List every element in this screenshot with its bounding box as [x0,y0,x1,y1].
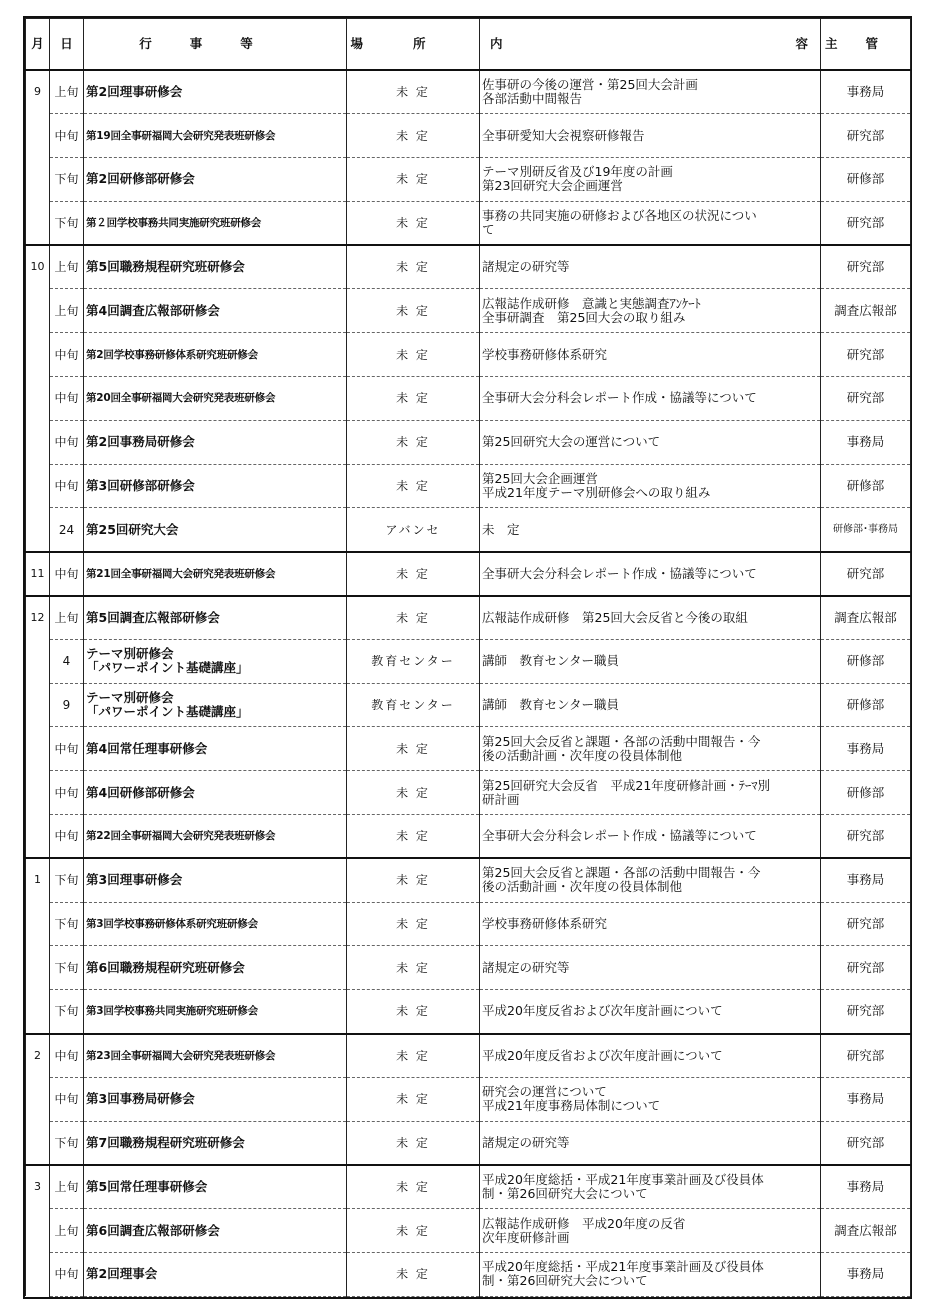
day-cell: 中旬 [50,1034,84,1078]
content-cell [480,508,821,552]
event-cell [84,639,347,683]
cell-line: 次年度研修計画 [482,1229,570,1245]
event-cell: 第19回全事研福岡大会研究発表班研修会 [84,114,347,158]
month-cell: 10 [26,245,50,552]
event-cell: 第4回研修部研修会 [84,771,347,815]
place-cell: 教育センター [347,639,480,683]
table-row [26,727,911,771]
event-cell: 第22回全事研福岡大会研究発表班研修会 [84,815,347,859]
table-row [26,158,911,202]
header-day: 日 [50,19,84,71]
content-cell [480,596,821,640]
content-cell [480,158,821,202]
place-cell: 未 定 [347,771,480,815]
cell-line: 事務の共同実施の研修および各地区の状況につい [482,208,757,224]
day-cell: 中旬 [50,1077,84,1121]
cell-line: 広報誌作成研修 平成20年度の反省 [482,1215,686,1231]
place-cell: 未 定 [347,1121,480,1165]
table-row [26,1209,911,1253]
event-cell: 第20回全事研福岡大会研究発表班研修会 [84,377,347,421]
month-cell: 11 [26,552,50,596]
cell-line: 広報誌作成研修 第25回大会反省と今後の取組 [482,609,748,625]
table-row [26,683,911,727]
event-cell: 第4回常任理事研修会 [84,727,347,771]
cell-line: 学校事務研修体系研究 [482,346,608,362]
table-row [26,858,911,902]
cell-line: て [482,222,495,238]
organizer-cell: 事務局 [821,1165,911,1209]
cell-line: 学校事務研修体系研究 [482,916,608,932]
cell-line: テーマ別研反省及び19年度の計画 [482,164,673,180]
month-cell: 9 [26,70,50,245]
place-cell: 未 定 [347,990,480,1034]
event-cell: 第3回学校事務研修体系研究班研修会 [84,902,347,946]
table-row [26,815,911,859]
organizer-cell: 事務局 [821,420,911,464]
event-cell: 第7回職務規程研究班研修会 [84,1121,347,1165]
content-cell [480,815,821,859]
cell-line: 講師 教育センター職員 [482,697,620,713]
schedule-table [25,18,911,1297]
day-cell: 上旬 [50,289,84,333]
day-cell: 上旬 [50,596,84,640]
organizer-cell: 研究部 [821,552,911,596]
table-row [26,1165,911,1209]
table-row [26,464,911,508]
cell-line: 「パワーポイント基礎講座」 [86,704,249,720]
header-organizer: 主管 [821,19,911,71]
table-row [26,420,911,464]
cell-line: 制・第26回研究大会について [482,1186,648,1202]
day-cell: 中旬 [50,464,84,508]
header-event: 行事等 [84,19,347,71]
place-cell: 未 定 [347,902,480,946]
content-cell [480,420,821,464]
event-cell: 第3回研修部研修会 [84,464,347,508]
event-cell: 第2回理事会 [84,1253,347,1297]
cell-line: 全事研大会分科会レポート作成・協議等について [482,390,757,406]
table-row [26,990,911,1034]
event-cell: 第21回全事研福岡大会研究発表班研修会 [84,552,347,596]
month-cell: 1 [26,858,50,1033]
header-month: 月 [26,19,50,71]
organizer-cell: 研修部･事務局 [821,508,911,552]
organizer-cell: 研修部 [821,771,911,815]
organizer-cell: 研究部 [821,902,911,946]
place-cell: 未 定 [347,289,480,333]
header-content: 内容 [480,19,821,71]
content-cell [480,114,821,158]
month-cell: 2 [26,1034,50,1165]
content-cell [480,1077,821,1121]
day-cell: 下旬 [50,158,84,202]
day-cell: 24 [50,508,84,552]
event-cell: 第2回事務局研修会 [84,420,347,464]
header-row [26,19,911,71]
organizer-cell: 研修部 [821,158,911,202]
content-cell [480,1121,821,1165]
content-cell [480,333,821,377]
table-row [26,245,911,289]
event-cell: 第3回事務局研修会 [84,1077,347,1121]
cell-line: 平成20年度総括・平成21年度事業計画及び役員体 [482,1172,764,1188]
content-cell [480,1034,821,1078]
place-cell: 未 定 [347,420,480,464]
content-cell [480,683,821,727]
cell-line: 第25回研究大会反省 平成21年度研修計画・ﾃｰﾏ別 [482,777,771,793]
organizer-cell: 研修部 [821,464,911,508]
cell-line: 平成20年度反省および次年度計画について [482,1003,723,1019]
place-cell: 未 定 [347,70,480,114]
content-cell [480,245,821,289]
content-cell [480,201,821,245]
day-cell: 下旬 [50,201,84,245]
event-cell: 第5回調査広報部研修会 [84,596,347,640]
place-cell: アバンセ [347,508,480,552]
content-cell [480,858,821,902]
content-cell [480,552,821,596]
cell-line: 第25回大会企画運営 [482,471,598,487]
place-cell: 教育センター [347,683,480,727]
organizer-cell: 事務局 [821,1253,911,1297]
cell-line: 全事研大会分科会レポート作成・協議等について [482,565,757,581]
day-cell: 下旬 [50,990,84,1034]
place-cell: 未 定 [347,464,480,508]
event-cell: 第25回研究大会 [84,508,347,552]
organizer-cell: 研究部 [821,946,911,990]
content-cell [480,639,821,683]
cell-line: 諸規定の研究等 [482,259,570,275]
cell-line: 全事研大会分科会レポート作成・協議等について [482,828,757,844]
cell-line: 制・第26回研究大会について [482,1273,648,1289]
content-cell [480,1253,821,1297]
table-row [26,508,911,552]
content-cell [480,377,821,421]
event-cell: 第2回研修部研修会 [84,158,347,202]
month-cell: 3 [26,1165,50,1296]
cell-line: 広報誌作成研修 意識と実態調査ｱﾝｹｰﾄ [482,295,701,311]
organizer-cell: 調査広報部 [821,1209,911,1253]
organizer-cell: 研究部 [821,245,911,289]
event-cell: 第23回全事研福岡大会研究発表班研修会 [84,1034,347,1078]
place-cell: 未 定 [347,1034,480,1078]
content-cell [480,727,821,771]
day-cell: 中旬 [50,333,84,377]
table-row [26,201,911,245]
schedule-body [26,70,911,1296]
organizer-cell: 研究部 [821,114,911,158]
organizer-cell: 事務局 [821,70,911,114]
day-cell: 中旬 [50,114,84,158]
cell-line: 諸規定の研究等 [482,959,570,975]
content-cell [480,289,821,333]
event-cell: 第3回理事研修会 [84,858,347,902]
place-cell: 未 定 [347,1077,480,1121]
organizer-cell: 研究部 [821,201,911,245]
organizer-cell: 研究部 [821,990,911,1034]
cell-line: 全事研愛知大会視察研修報告 [482,127,645,143]
place-cell: 未 定 [347,158,480,202]
cell-line: 全事研調査 第25回大会の取り組み [482,309,686,325]
content-cell [480,902,821,946]
event-cell: 第2回学校事務研修体系研究班研修会 [84,333,347,377]
content-cell [480,1165,821,1209]
table-row [26,639,911,683]
place-cell: 未 定 [347,946,480,990]
day-cell: 中旬 [50,815,84,859]
table-row [26,377,911,421]
cell-line: 各部活動中間報告 [482,91,583,107]
cell-line: 後の活動計画・次年度の役員体制他 [482,747,683,763]
day-cell: 下旬 [50,1121,84,1165]
event-cell: 第4回調査広報部研修会 [84,289,347,333]
place-cell: 未 定 [347,377,480,421]
cell-line: 佐事研の今後の運営・第25回大会計画 [482,77,698,93]
place-cell: 未 定 [347,1253,480,1297]
event-cell: 第2回理事研修会 [84,70,347,114]
organizer-cell: 事務局 [821,1077,911,1121]
organizer-cell: 調査広報部 [821,289,911,333]
organizer-cell: 研究部 [821,1121,911,1165]
cell-line: テーマ別研修会 [86,690,174,706]
place-cell: 未 定 [347,114,480,158]
content-cell [480,464,821,508]
cell-line: 諸規定の研究等 [482,1134,570,1150]
event-cell: 第5回常任理事研修会 [84,1165,347,1209]
place-cell: 未 定 [347,596,480,640]
cell-line: 「パワーポイント基礎講座」 [86,660,249,676]
header-place: 場所 [347,19,480,71]
cell-line: 平成20年度反省および次年度計画について [482,1047,723,1063]
place-cell: 未 定 [347,815,480,859]
event-cell: 第6回職務規程研究班研修会 [84,946,347,990]
cell-line: 平成21年度テーマ別研修会への取り組み [482,485,711,501]
table-row [26,1253,911,1297]
table-row [26,114,911,158]
day-cell: 中旬 [50,552,84,596]
day-cell: 上旬 [50,70,84,114]
place-cell: 未 定 [347,727,480,771]
day-cell: 中旬 [50,727,84,771]
table-row [26,1121,911,1165]
table-row [26,1034,911,1078]
table-row [26,552,911,596]
day-cell: 上旬 [50,1209,84,1253]
organizer-cell: 調査広報部 [821,596,911,640]
day-cell: 中旬 [50,771,84,815]
cell-line: 研計画 [482,791,520,807]
content-cell [480,1209,821,1253]
event-cell: 第3回学校事務共同実施研究班研修会 [84,990,347,1034]
organizer-cell: 研究部 [821,1034,911,1078]
organizer-cell: 研修部 [821,639,911,683]
event-cell: 第5回職務規程研究班研修会 [84,245,347,289]
organizer-cell: 研究部 [821,815,911,859]
table-row [26,902,911,946]
organizer-cell: 研究部 [821,377,911,421]
table-row [26,70,911,114]
table-row [26,771,911,815]
cell-line: テーマ別研修会 [86,646,174,662]
content-cell [480,70,821,114]
day-cell: 4 [50,639,84,683]
day-cell: 下旬 [50,858,84,902]
cell-line: 第25回大会反省と課題・各部の活動中間報告・今 [482,865,761,881]
cell-line: 第23回研究大会企画運営 [482,178,623,194]
place-cell: 未 定 [347,201,480,245]
cell-line: 研究会の運営について [482,1084,607,1100]
place-cell: 未 定 [347,245,480,289]
organizer-cell: 事務局 [821,727,911,771]
cell-line: 平成21年度事務局体制について [482,1098,661,1114]
content-cell [480,990,821,1034]
table-row [26,596,911,640]
day-cell: 9 [50,683,84,727]
content-cell [480,946,821,990]
organizer-cell: 研究部 [821,333,911,377]
organizer-cell: 研修部 [821,683,911,727]
cell-line: 第25回大会反省と課題・各部の活動中間報告・今 [482,733,761,749]
month-cell: 12 [26,596,50,859]
cell-line: 平成20年度総括・平成21年度事業計画及び役員体 [482,1259,764,1275]
day-cell: 上旬 [50,1165,84,1209]
cell-line: 講師 教育センター職員 [482,653,620,669]
day-cell: 下旬 [50,902,84,946]
day-cell: 上旬 [50,245,84,289]
place-cell: 未 定 [347,552,480,596]
place-cell: 未 定 [347,1165,480,1209]
day-cell: 中旬 [50,377,84,421]
place-cell: 未 定 [347,1209,480,1253]
place-cell: 未 定 [347,858,480,902]
table-row [26,333,911,377]
organizer-cell: 事務局 [821,858,911,902]
schedule-sheet [23,16,912,1299]
table-row [26,289,911,333]
cell-line: 後の活動計画・次年度の役員体制他 [482,879,683,895]
content-cell [480,771,821,815]
day-cell: 下旬 [50,946,84,990]
place-cell: 未 定 [347,333,480,377]
day-cell: 中旬 [50,1253,84,1297]
table-row [26,946,911,990]
table-row [26,1077,911,1121]
event-cell: 第２回学校事務共同実施研究班研修会 [84,201,347,245]
day-cell: 中旬 [50,420,84,464]
cell-line: 第25回研究大会の運営について [482,434,661,450]
event-cell: 第6回調査広報部研修会 [84,1209,347,1253]
cell-line: 未 定 [482,521,520,537]
event-cell [84,683,347,727]
